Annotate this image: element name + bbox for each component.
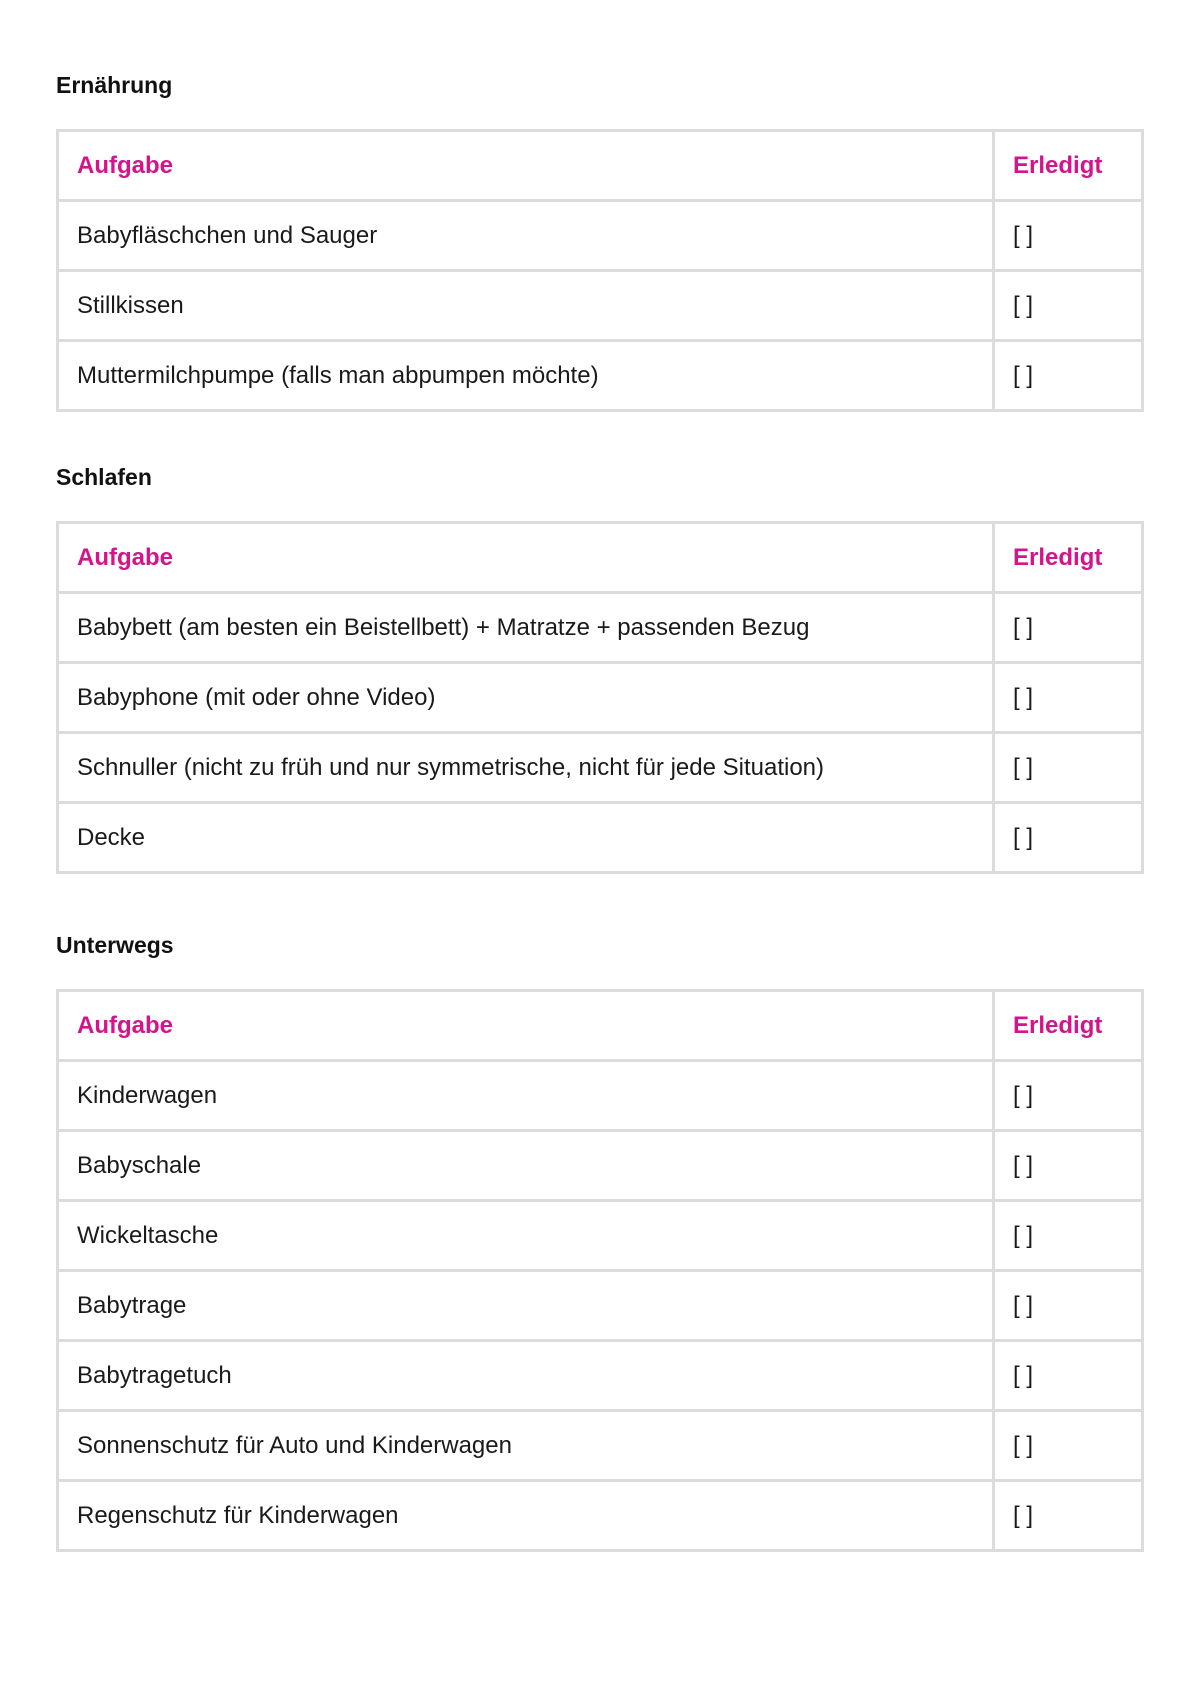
header-done: Erledigt	[994, 991, 1143, 1061]
table-row	[58, 201, 1143, 271]
task-cell: Babyfläschchen und Sauger	[58, 201, 994, 271]
table-row	[58, 271, 1143, 341]
table-row	[58, 1061, 1143, 1131]
task-cell: Muttermilchpumpe (falls man abpumpen möchte)	[58, 341, 994, 411]
header-task: Aufgabe	[58, 131, 994, 201]
checkbox-cell[interactable]: [ ]	[994, 1341, 1143, 1411]
section-title-ernaehrung: Ernährung	[56, 72, 173, 98]
checklist-table-ernaehrung	[56, 129, 1144, 412]
header-task: Aufgabe	[58, 991, 994, 1061]
checklist-table-schlafen	[56, 521, 1144, 874]
checklist-table-unterwegs	[56, 989, 1144, 1552]
task-cell: Babytrage	[58, 1271, 994, 1341]
task-cell: Decke	[58, 803, 994, 873]
checkbox-cell[interactable]: [ ]	[994, 1201, 1143, 1271]
task-cell: Schnuller (nicht zu früh und nur symmetrische, nicht für jede Situation)	[58, 733, 994, 803]
task-cell: Babyschale	[58, 1131, 994, 1201]
checkbox-cell[interactable]: [ ]	[994, 271, 1143, 341]
checkbox-cell[interactable]: [ ]	[994, 593, 1143, 663]
checkbox-cell[interactable]: [ ]	[994, 1271, 1143, 1341]
task-cell: Sonnenschutz für Auto und Kinderwagen	[58, 1411, 994, 1481]
checkbox-cell[interactable]: [ ]	[994, 663, 1143, 733]
task-cell: Stillkissen	[58, 271, 994, 341]
checkbox-cell[interactable]: [ ]	[994, 803, 1143, 873]
task-cell: Kinderwagen	[58, 1061, 994, 1131]
table-row	[58, 1341, 1143, 1411]
table-row	[58, 593, 1143, 663]
section-title-unterwegs: Unterwegs	[56, 932, 174, 958]
table-row	[58, 663, 1143, 733]
task-cell: Babyphone (mit oder ohne Video)	[58, 663, 994, 733]
checkbox-cell[interactable]: [ ]	[994, 1411, 1143, 1481]
table-row	[58, 1201, 1143, 1271]
task-cell: Babytragetuch	[58, 1341, 994, 1411]
task-cell: Regenschutz für Kinderwagen	[58, 1481, 994, 1551]
section-title-schlafen: Schlafen	[56, 464, 152, 490]
task-cell: Wickeltasche	[58, 1201, 994, 1271]
checkbox-cell[interactable]: [ ]	[994, 1481, 1143, 1551]
table-header-row	[58, 991, 1143, 1061]
checkbox-cell[interactable]: [ ]	[994, 201, 1143, 271]
table-header-row	[58, 523, 1143, 593]
table-row	[58, 1131, 1143, 1201]
table-row	[58, 1411, 1143, 1481]
checkbox-cell[interactable]: [ ]	[994, 341, 1143, 411]
header-done: Erledigt	[994, 523, 1143, 593]
table-row	[58, 1271, 1143, 1341]
table-row	[58, 341, 1143, 411]
table-row	[58, 733, 1143, 803]
table-row	[58, 803, 1143, 873]
table-row	[58, 1481, 1143, 1551]
table-header-row	[58, 131, 1143, 201]
checkbox-cell[interactable]: [ ]	[994, 1131, 1143, 1201]
checkbox-cell[interactable]: [ ]	[994, 1061, 1143, 1131]
checkbox-cell[interactable]: [ ]	[994, 733, 1143, 803]
header-done: Erledigt	[994, 131, 1143, 201]
task-cell: Babybett (am besten ein Beistellbett) + Matratze + passenden Bezug	[58, 593, 994, 663]
header-task: Aufgabe	[58, 523, 994, 593]
